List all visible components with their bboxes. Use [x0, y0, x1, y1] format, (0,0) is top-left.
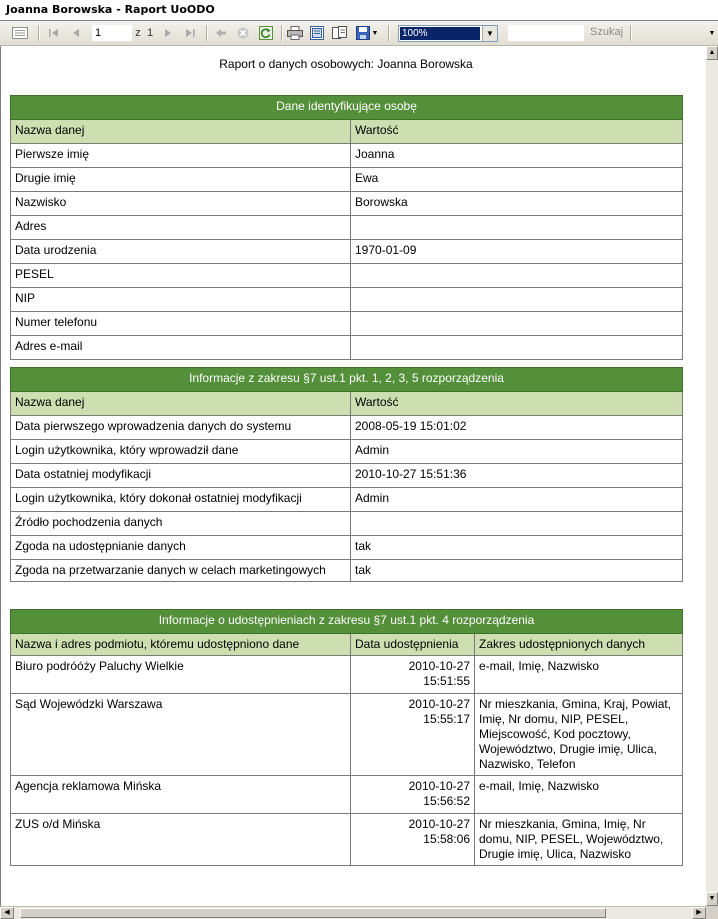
page-setup-button[interactable]	[331, 23, 349, 43]
row-name: Zgoda na przetwarzanie danych w celach marketingowych	[11, 560, 351, 582]
section-header: Dane identyfikujące osobę	[11, 96, 683, 120]
table-row	[11, 144, 683, 168]
row-value	[351, 336, 683, 360]
row-scope: Nr mieszkania, Gmina, Imię, Nr domu, NIP, PESEL, Województwo, Drugie imię, Ulica, Nazwisko	[475, 814, 683, 866]
vertical-scrollbar[interactable]	[706, 46, 718, 906]
row-value	[351, 216, 683, 240]
table-row	[11, 488, 683, 512]
scroll-up-icon[interactable]: ▲	[706, 46, 718, 60]
table-row	[11, 192, 683, 216]
horizontal-scrollbar[interactable]	[0, 906, 706, 919]
column-header-date: Data udostępnienia	[351, 634, 475, 656]
previous-page-icon	[72, 28, 80, 38]
report-title: Raport o danych osobowych: Joanna Borowska	[219, 57, 473, 71]
search-link[interactable]: Szukaj	[590, 26, 624, 38]
table-row	[11, 464, 683, 488]
row-value: 1970-01-09	[351, 240, 683, 264]
row-name: Data urodzenia	[11, 240, 351, 264]
first-page-button[interactable]	[46, 23, 62, 43]
row-name: Drugie imię	[11, 168, 351, 192]
row-name: Data pierwszego wprowadzenia danych do systemu	[11, 416, 351, 440]
page-of-label: z	[135, 27, 141, 39]
row-date-day: 2010-10-27	[408, 659, 470, 673]
row-date-time: 15:56:52	[423, 794, 470, 808]
table-row	[11, 264, 683, 288]
row-value: Admin	[351, 440, 683, 464]
row-value: Borowska	[351, 192, 683, 216]
window-titlebar	[0, 0, 718, 21]
page-number-input[interactable]	[92, 25, 132, 41]
table-row	[11, 512, 683, 536]
column-header-value: Wartość	[351, 392, 683, 416]
toolbar-separator	[388, 25, 389, 41]
horizontal-scroll-thumb[interactable]	[20, 908, 606, 918]
regulation-info-table	[10, 367, 683, 582]
chevron-down-icon: ▼	[708, 29, 716, 37]
document-map-button[interactable]	[8, 23, 32, 43]
row-date	[351, 694, 475, 776]
document-map-icon	[12, 27, 28, 39]
scroll-right-icon[interactable]: ▶	[692, 907, 706, 919]
toolbar-separator	[38, 25, 39, 41]
row-date-day: 2010-10-27	[408, 779, 470, 793]
column-header-entity: Nazwa i adres podmiotu, któremu udostępniono dane	[11, 634, 351, 656]
table-row	[11, 536, 683, 560]
row-name: Źródło pochodzenia danych	[11, 512, 351, 536]
row-value	[351, 312, 683, 336]
scroll-left-icon[interactable]: ◀	[0, 907, 14, 919]
toolbar-separator	[630, 25, 631, 41]
column-header-name: Nazwa danej	[11, 120, 351, 144]
row-scope: e-mail, Imię, Nazwisko	[475, 656, 683, 694]
zoom-value: 100%	[400, 27, 480, 40]
row-date-time: 15:55:17	[423, 712, 470, 726]
row-name: Adres e-mail	[11, 336, 351, 360]
column-header-scope: Zakres udostępnionych danych	[475, 634, 683, 656]
toolbar-overflow-button[interactable]	[706, 23, 718, 43]
table-row	[11, 416, 683, 440]
row-name: Data ostatniej modyfikacji	[11, 464, 351, 488]
column-header-name: Nazwa danej	[11, 392, 351, 416]
row-name: Pierwsze imię	[11, 144, 351, 168]
toolbar-separator	[281, 25, 282, 41]
row-entity: ZUS o/d Mińska	[11, 814, 351, 866]
table-row	[11, 656, 683, 694]
row-scope: Nr mieszkania, Gmina, Kraj, Powiat, Imię, Nr domu, NIP, PESEL, Miejscowość, Kod pocztowy, Województwo, Drugie imię, Ulica, Nazwisko, Telefon	[475, 694, 683, 776]
row-name: Login użytkownika, który wprowadził dane	[11, 440, 351, 464]
row-name: Zgoda na udostępnianie danych	[11, 536, 351, 560]
row-value: Ewa	[351, 168, 683, 192]
zoom-select[interactable]	[398, 25, 498, 42]
row-value	[351, 264, 683, 288]
section-header: Informacje o udostępnieniach z zakresu §7 ust.1 pkt. 4 rozporządzenia	[11, 610, 683, 634]
sharing-info-table	[10, 609, 683, 866]
row-scope: e-mail, Imię, Nazwisko	[475, 776, 683, 814]
row-value: Joanna	[351, 144, 683, 168]
stop-icon	[237, 27, 249, 39]
row-date-day: 2010-10-27	[408, 697, 470, 711]
row-entity: Biuro podróóży Paluchy Wielkie	[11, 656, 351, 694]
table-row	[11, 336, 683, 360]
row-name: Numer telefonu	[11, 312, 351, 336]
next-page-button[interactable]	[160, 23, 176, 43]
identifying-data-table	[10, 95, 683, 360]
row-date	[351, 776, 475, 814]
save-disk-icon	[356, 26, 370, 40]
row-name: Adres	[11, 216, 351, 240]
page-total-label: 1	[146, 27, 154, 39]
row-value: Admin	[351, 488, 683, 512]
refresh-button[interactable]	[257, 23, 275, 43]
search-input[interactable]	[508, 25, 584, 41]
first-page-icon	[49, 28, 59, 38]
row-entity: Agencja reklamowa Mińska	[11, 776, 351, 814]
previous-page-button[interactable]	[68, 23, 84, 43]
next-page-icon	[164, 28, 172, 38]
row-value: tak	[351, 560, 683, 582]
row-name: NIP	[11, 288, 351, 312]
table-row	[11, 440, 683, 464]
print-layout-button[interactable]	[308, 23, 326, 43]
row-value	[351, 288, 683, 312]
chevron-down-icon: ▼	[371, 29, 379, 37]
window-title: Joanna Borowska - Raport UoODO	[6, 3, 215, 16]
chevron-down-icon[interactable]: ▼	[482, 26, 497, 41]
row-entity: Sąd Wojewódzki Warszawa	[11, 694, 351, 776]
row-value	[351, 512, 683, 536]
row-date-day: 2010-10-27	[408, 817, 470, 831]
scrollbar-corner	[706, 906, 718, 918]
row-name: Login użytkownika, który dokonał ostatniej modyfikacji	[11, 488, 351, 512]
stop-button[interactable]	[234, 23, 252, 43]
back-arrow-icon	[215, 28, 227, 38]
printer-icon	[287, 26, 303, 40]
table-row	[11, 216, 683, 240]
row-date-time: 15:51:55	[423, 674, 470, 688]
row-date	[351, 814, 475, 866]
table-row	[11, 694, 683, 776]
table-row	[11, 312, 683, 336]
table-row	[11, 240, 683, 264]
scroll-down-icon[interactable]: ▼	[706, 892, 718, 906]
table-row	[11, 288, 683, 312]
print-button[interactable]	[286, 23, 304, 43]
last-page-button[interactable]	[182, 23, 198, 43]
report-content	[0, 46, 706, 906]
page-setup-icon	[332, 26, 348, 40]
toolbar-separator	[206, 25, 207, 41]
table-row	[11, 560, 683, 582]
column-header-value: Wartość	[351, 120, 683, 144]
table-row	[11, 814, 683, 866]
refresh-icon	[259, 26, 273, 40]
row-value: 2010-10-27 15:51:36	[351, 464, 683, 488]
table-row	[11, 776, 683, 814]
row-value: 2008-05-19 15:01:02	[351, 416, 683, 440]
last-page-icon	[185, 28, 195, 38]
section-header: Informacje z zakresu §7 ust.1 pkt. 1, 2, 3, 5 rozporządzenia	[11, 368, 683, 392]
row-date-time: 15:58:06	[423, 832, 470, 846]
print-layout-icon	[310, 26, 324, 40]
export-button[interactable]	[354, 23, 380, 43]
row-name: Nazwisko	[11, 192, 351, 216]
row-value: tak	[351, 536, 683, 560]
row-date	[351, 656, 475, 694]
row-name: PESEL	[11, 264, 351, 288]
report-toolbar	[0, 21, 718, 46]
table-row	[11, 168, 683, 192]
back-button[interactable]	[212, 23, 230, 43]
